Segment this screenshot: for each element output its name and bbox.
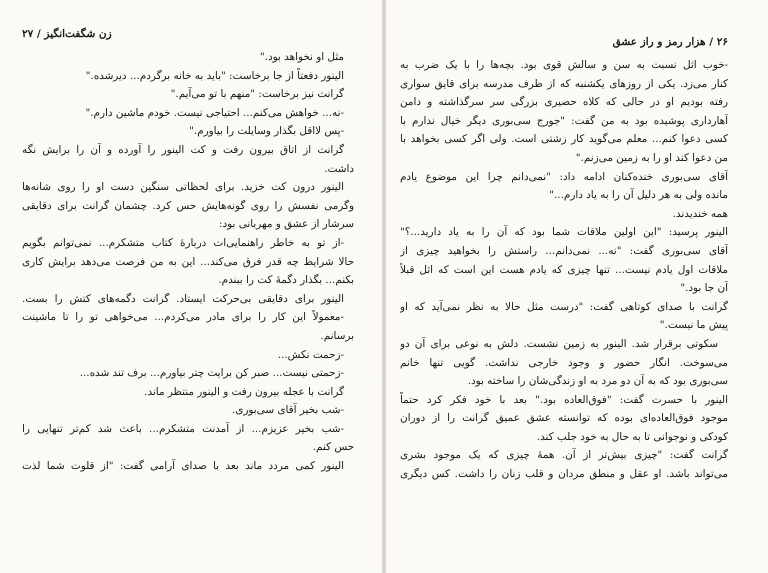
text-line: داشت.: [324, 162, 354, 175]
text-line: آهارداری پوشیده بود به من گفت: "جورج سی‌بوری دیگر خیال ندارم با: [400, 114, 728, 127]
text-line: -پس لااقل بگذار وسایلت را بیاورم.": [189, 125, 344, 138]
text-line: برسانم.: [320, 329, 354, 342]
text-line: مثل او نخواهد بود.": [259, 51, 344, 63]
text-line: کسی دعوا کنم... معلم می‌گوید کار زشتی است. ولی اگر کسی بخواهد با: [400, 133, 728, 146]
text-line: گرانت نیز برخاست: "منهم با تو می‌آیم.": [170, 88, 344, 101]
right-page-body: [400, 56, 728, 484]
text-line: الینور با حسرت گفت: "فوق‌العاده بود." بعد با خود فکر کرد حتماً: [400, 393, 728, 406]
text-line: آن جا بود.": [680, 282, 728, 295]
text-line: الینور پرسید: "این اولین ملاقات شما بود که آن را به یاد دارید...؟": [400, 226, 728, 239]
text-line: حس کنم.: [312, 441, 354, 454]
text-line: آقای سی‌بوری خنده‌کنان ادامه داد: "نمی‌دانم چرا این موضوع یادم: [400, 170, 728, 183]
text-line: -از تو به خاطر راهنمایی‌ات دربارهٔ کتاب متشکرم... نمی‌توانم بگویم: [22, 236, 344, 249]
text-line: سرشار از عشق و مهربانی بود:: [219, 218, 354, 231]
text-line: الینور برای دقایقی بی‌حرکت ایستاد. گرانت دگمه‌های کتش را بست.: [22, 292, 344, 305]
text-line: الینور دفعتاً از جا برخاست: "باید به خانه برگردم... دیرشده.": [85, 69, 344, 82]
text-line: -زحمت نکش...: [277, 348, 344, 361]
text-line: آقای سی‌بوری گفت: "نه... نمی‌دانم... راستش را بخواهید چیزی از: [400, 244, 728, 257]
text-line: -خوب اثل نسبت به سن و سالش قوی بود. بچه‌ها را با یک ضرب به: [400, 59, 728, 71]
text-line: سکوتی برقرار شد. الینور به زمین نشست. دلش به نوعی برای آن دو: [400, 337, 718, 350]
text-line: سی‌بوری بود که به آن دو مرد به او زندگی‌شان را ساخته بود.: [467, 375, 728, 388]
text-line: گرانت گفت: "چیزی بیش‌تر از آن. همهٔ چیزی که یک موجود بشری: [400, 449, 728, 462]
text-line: وگرمی نفسش را روی گونه‌هایش حس کرد. چشمان گرانت برای دقایقی: [22, 199, 354, 212]
text-line: کودکی و نوجوانی تا به حال به خود جلب کند.: [536, 430, 728, 443]
text-line: ملاقات اول یادم نیست... تنها چیزی که یادم هست این است که اثل قبلاً: [400, 263, 728, 276]
text-line: موجود فوق‌العاده‌ای بوده که توانسته عشق عمیق گرانت را از دوران: [400, 412, 728, 425]
text-line: الینور درون کت خزید. برای لحظاتی سنگین دست او را روی شانه‌ها: [22, 181, 344, 194]
right-running-head: ۲۶ / هزار رمز و راز عشق: [612, 36, 728, 48]
text-line: مانده ولی به هر دلیل آن را به یاد دارم...": [549, 189, 728, 202]
text-line: گرانت با عجله بیرون رفت و الینور منتظر ماند.: [144, 385, 344, 398]
text-line: می‌تواند باشد. او عقل و منطق مردان و قلب زنان را داشت. کس دیگری: [400, 468, 728, 481]
text-line: پیش ما نیست.": [659, 319, 728, 332]
text-line: الینور کمی مردد ماند بعد با صدای آرامی گفت: "از قلوت شما لذت: [22, 460, 344, 473]
text-line: -نه... خواهش می‌کنم... احتیاجی نیست. خودم ماشین دارم.": [85, 106, 344, 119]
text-line: رفته بودیم او در حالی که کلاه حصیری بزرگی سر سرگذاشته و دامن: [400, 96, 728, 109]
text-line: -شب بخیر آقای سی‌بوری.: [231, 404, 344, 417]
right-page: [386, 0, 768, 573]
left-page-body: [22, 48, 354, 476]
text-line: -زحمتی نیست... صبر کن برایت چتر بیاورم... برف تند شده...: [79, 367, 344, 380]
text-line: می‌سوخت. انگار حضور و وجود خارجی نداشت. گویی تنها خانم: [400, 356, 728, 369]
text-line: -شب بخیر عزیزم... از آمدنت متشکرم... باعث شد کم‌تر تنهایی را: [22, 422, 344, 435]
text-line: حالا شرایط چه قدر فرق می‌کند... این به من فرصت می‌دهد برایش کاری: [22, 255, 354, 268]
text-line: همه خندیدند.: [672, 207, 728, 220]
text-line: بکنم... بگذار دگمهٔ کت را ببندم.: [218, 274, 354, 287]
text-line: -معمولاً این کار را برای مادر می‌کردم... می‌خواهی تو را تا ماشینت: [22, 311, 344, 324]
left-running-head: زن شگفت‌انگیز / ۲۷: [22, 28, 112, 40]
text-line: گرانت با صدای کوتاهی گفت: "درست مثل حالا به نظر نمی‌آید که او: [400, 300, 728, 313]
text-line: من دعوا کند او را به زمین می‌زنم.": [575, 151, 728, 164]
text-line: کنار می‌زد. یکی از روزهای یکشنبه که از طرف مدرسه برای قایق سواری: [400, 77, 728, 90]
text-line: گرانت از اتاق بیرون رفت و کت الینور را آورده و آن را برایش نگه: [22, 143, 344, 156]
